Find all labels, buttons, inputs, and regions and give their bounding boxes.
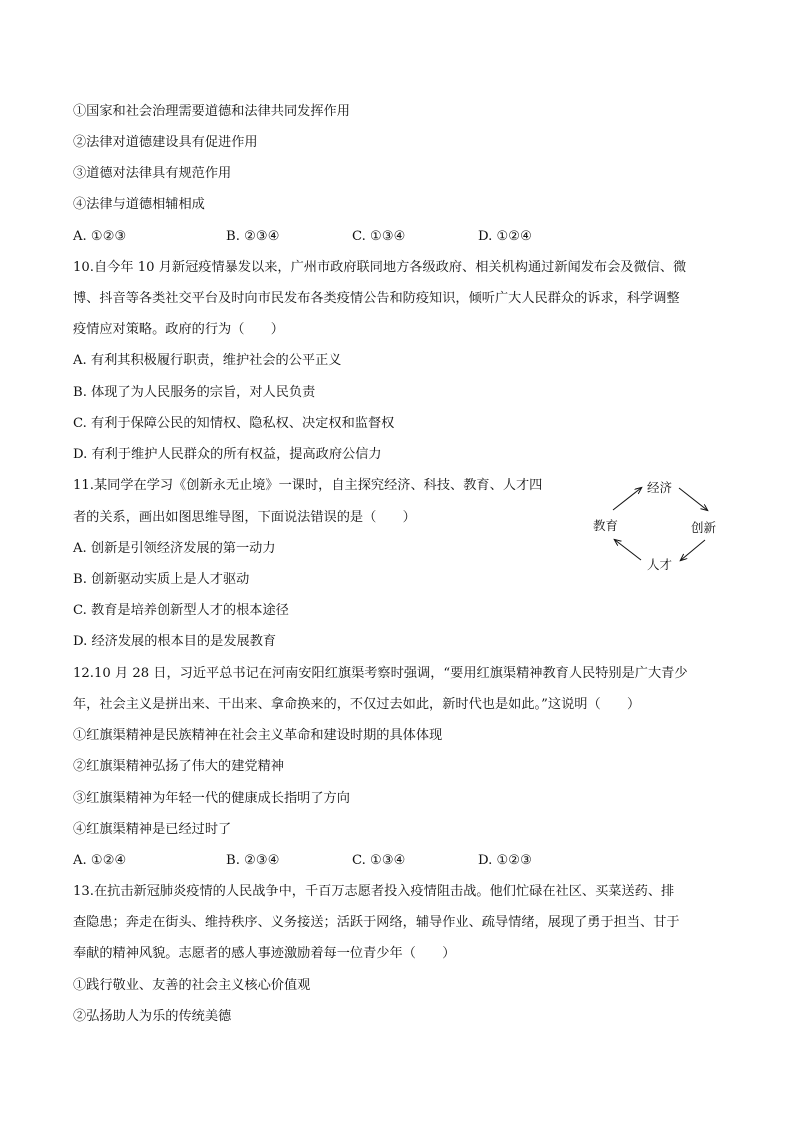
q11-option-c: C. 教育是培养创新型人才的根本途径 xyxy=(73,603,289,618)
q12-option-d: D. ①②③ xyxy=(478,853,532,868)
q10-option-d: D. 有利于维护人民群众的所有权益，提高政府公信力 xyxy=(73,447,382,462)
arrow-left-to-top xyxy=(613,488,641,510)
q9-option-c: C. ①③④ xyxy=(352,229,406,244)
q9-item-2: ②法律对道德建设具有促进作用 xyxy=(73,135,258,150)
q12-item-4: ④红旗渠精神是已经过时了 xyxy=(73,822,232,837)
q12-option-a: A. ①②④ xyxy=(73,853,127,868)
q9-item-4: ④法律与道德相辅相成 xyxy=(73,197,205,212)
diagram-node-top: 经济 xyxy=(647,480,673,495)
arrow-bottom-to-left xyxy=(615,540,641,560)
q13-item-2: ②弘扬助人为乐的传统美德 xyxy=(73,1009,232,1024)
q13-item-1: ①践行敬业、友善的社会主义核心价值观 xyxy=(73,978,311,993)
q13-stem-line-2: 查隐患；奔走在街头、维持秩序、义务接送；活跃于网络，辅导作业、疏导情绪，展现了勇于担当、甘于 xyxy=(73,915,680,930)
q12-option-c: C. ①③④ xyxy=(352,853,406,868)
q11-stem-line-1: 11.某同学在学习《创新永无止境》一课时，自主探究经济、科技、教育、人才四 xyxy=(73,478,543,493)
q12-stem-line-2: 年，社会主义是拼出来、干出来、拿命换来的，不仅过去如此，新时代也是如此。”这说明（ ） xyxy=(73,697,641,712)
arrow-right-to-bottom xyxy=(681,540,705,560)
q12-option-b: B. ②③④ xyxy=(226,853,280,868)
q9-option-a: A. ①②③ xyxy=(73,229,127,244)
q9-item-1: ①国家和社会治理需要道德和法律共同发挥作用 xyxy=(73,104,350,119)
diagram-node-bottom: 人才 xyxy=(647,557,673,572)
diagram-node-right: 创新 xyxy=(691,520,717,535)
mind-map-diagram xyxy=(585,474,730,579)
q13-stem-line-1: 13.在抗击新冠肺炎疫情的人民战争中，千百万志愿者投入疫情阻击战。他们忙碌在社区、买菜送药、排 xyxy=(73,884,675,899)
q9-option-b: B. ②③④ xyxy=(226,229,280,244)
q10-stem-line-2: 博、抖音等各类社交平台及时向市民发布各类疫情公告和防疫知识，倾听广大人民群众的诉求，科学调整 xyxy=(73,291,680,306)
diagram-node-left: 教育 xyxy=(593,518,619,533)
q11-option-a: A. 创新是引领经济发展的第一动力 xyxy=(73,541,276,556)
q11-option-d: D. 经济发展的根本目的是发展教育 xyxy=(73,634,277,649)
q10-stem-line-1: 10.自今年 10 月新冠疫情暴发以来，广州市政府联同地方各级政府、相关机构通过新闻发布会及微信、微 xyxy=(73,260,687,275)
q9-item-3: ③道德对法律具有规范作用 xyxy=(73,166,232,181)
q12-item-2: ②红旗渠精神弘扬了伟大的建党精神 xyxy=(73,759,284,774)
q10-stem-line-3: 疫情应对策略。政府的行为（ ） xyxy=(73,322,284,337)
q11-stem-line-2: 者的关系，画出如图思维导图，下面说法错误的是（ ） xyxy=(73,510,416,525)
q10-option-c: C. 有利于保障公民的知情权、隐私权、决定权和监督权 xyxy=(73,416,395,431)
q12-stem-line-1: 12.10 月 28 日，习近平总书记在河南安阳红旗渠考察时强调，“要用红旗渠精神教育人民特别是广大青少 xyxy=(73,666,688,681)
q12-item-3: ③红旗渠精神为年轻一代的健康成长指明了方向 xyxy=(73,791,350,806)
arrow-top-to-right xyxy=(679,488,707,510)
q9-option-d: D. ①②④ xyxy=(478,229,532,244)
q11-option-b: B. 创新驱动实质上是人才驱动 xyxy=(73,572,250,587)
q10-option-b: B. 体现了为人民服务的宗旨，对人民负责 xyxy=(73,385,316,400)
q12-item-1: ①红旗渠精神是民族精神在社会主义革命和建设时期的具体体现 xyxy=(73,728,443,743)
q10-option-a: A. 有利其积极履行职责，维护社会的公平正义 xyxy=(73,353,342,368)
q13-stem-line-3: 奉献的精神风貌。志愿者的感人事迹激励着每一位青少年（ ） xyxy=(73,946,456,961)
